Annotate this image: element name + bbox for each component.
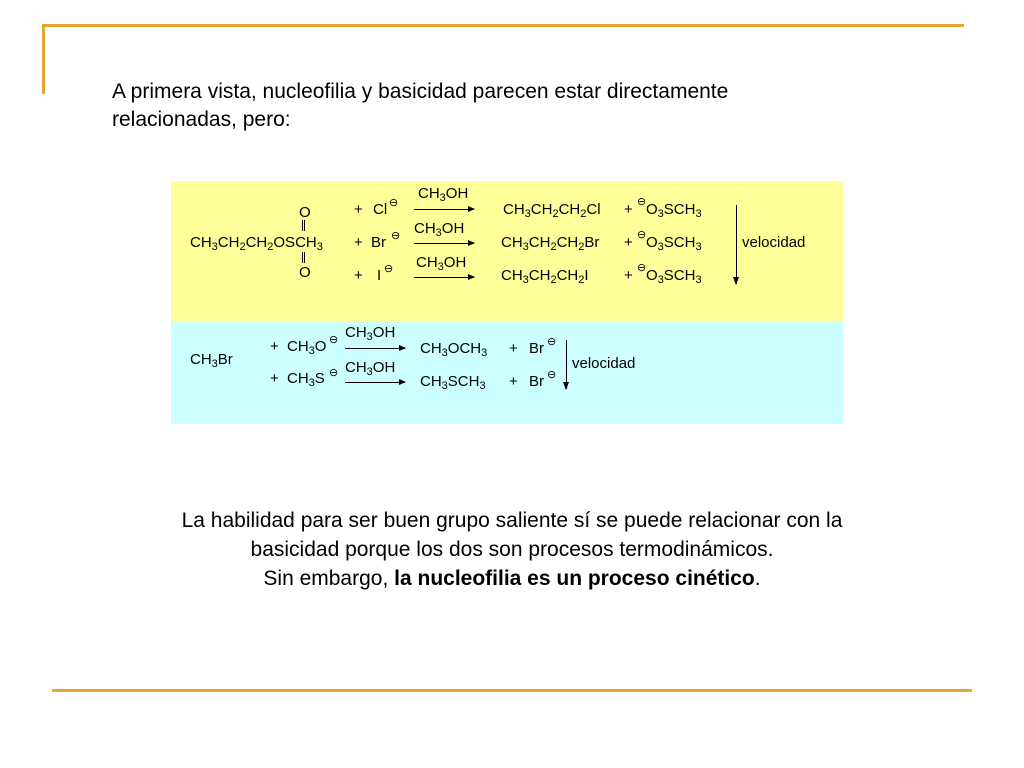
double-bond-bottom [302,252,305,263]
methoxide-nucleophile: $CH_3O$ [287,338,327,357]
solvent-label: $CH_3OH$ [416,254,467,273]
plus-sign: + [270,338,279,355]
iodide-product: $CH_3CH_2CH_2I$ [501,267,589,286]
dimethyl-sulfide-product: $CH_3SCH_3$ [420,373,486,392]
solvent-label: $CH_3OH$ [345,359,396,378]
negative-charge-icon: ⊖ [637,196,647,208]
sulfonate-substrate: $CH_3CH_2CH_2OSCH_3$ [190,234,323,253]
plus-sign: + [624,234,633,251]
negative-charge-icon: ⊖ [329,367,339,379]
plus-sign: + [624,267,633,284]
chloride-product: $CH_3CH_2CH_2Cl$ [503,201,601,220]
bromide-leaving-group: Br [529,373,544,390]
sulfonate-leaving-group: $O_3SCH_3$ [646,234,702,253]
intro-text [112,78,912,134]
reaction-arrow [414,277,474,278]
frame-top-line [42,24,964,27]
conclusion-text [72,506,952,593]
dimethyl-ether-product: $CH_3OCH_3$ [420,340,488,359]
negative-charge-icon: ⊖ [547,369,557,381]
plus-sign: + [624,201,633,218]
plus-sign: + [509,340,518,357]
frame-left-line [42,24,45,94]
negative-charge-icon: ⊖ [391,230,401,242]
iodide-nucleophile: I [377,267,382,284]
reaction-arrow [414,209,474,210]
conclusion-prefix: Sin embargo, [263,567,395,590]
reaction-arrow [345,382,405,383]
plus-sign: + [354,267,363,284]
conclusion-emphasis: la nucleofilia es un proceso cinético [394,567,755,590]
solvent-label: $CH_3OH$ [418,185,469,204]
rate-label: velocidad [742,234,806,251]
conclusion-line-3 [72,564,952,593]
sulfonyl-oxygen-top: O [299,204,311,221]
negative-charge-icon: ⊖ [389,197,399,209]
plus-sign: + [354,201,363,218]
sulfonate-leaving-group: $O_3SCH_3$ [646,201,702,220]
negative-charge-icon: ⊖ [384,263,394,275]
double-bond-top [302,220,305,231]
methanethiolate-nucleophile: $CH_3S$ [287,370,325,389]
rate-arrow [736,205,737,284]
negative-charge-icon: ⊖ [637,262,647,274]
bromide-nucleophile: Br [371,234,386,251]
intro-line-1: A primera vista, nucleofilia y basicidad parecen estar directamente [112,80,729,103]
reaction-arrow [414,243,474,244]
conclusion-suffix: . [754,567,761,590]
sulfonyl-oxygen-bottom: O [299,264,311,281]
solvent-label: $CH_3OH$ [414,220,465,239]
negative-charge-icon: ⊖ [637,229,647,241]
bromide-product: $CH_3CH_2CH_2Br$ [501,234,600,253]
conclusion-line-1: La habilidad para ser buen grupo saliente sí se puede relacionar con la [181,509,843,532]
plus-sign: + [270,370,279,387]
methyl-bromide-substrate: $CH_3Br$ [190,351,233,370]
bromide-leaving-group: Br [529,340,544,357]
solvent-label: $CH_3OH$ [345,324,396,343]
frame-bottom-line [52,689,972,692]
conclusion-line-2: basicidad porque los dos son procesos termodinámicos. [250,538,774,561]
rate-arrow [566,340,567,389]
intro-line-2: relacionadas, pero: [112,108,291,131]
sulfonate-leaving-group: $O_3SCH_3$ [646,267,702,286]
chloride-nucleophile: Cl [373,201,388,218]
negative-charge-icon: ⊖ [329,334,339,346]
plus-sign: + [509,373,518,390]
plus-sign: + [354,234,363,251]
reaction-arrow [345,348,405,349]
rate-label: velocidad [572,355,636,372]
negative-charge-icon: ⊖ [547,336,557,348]
